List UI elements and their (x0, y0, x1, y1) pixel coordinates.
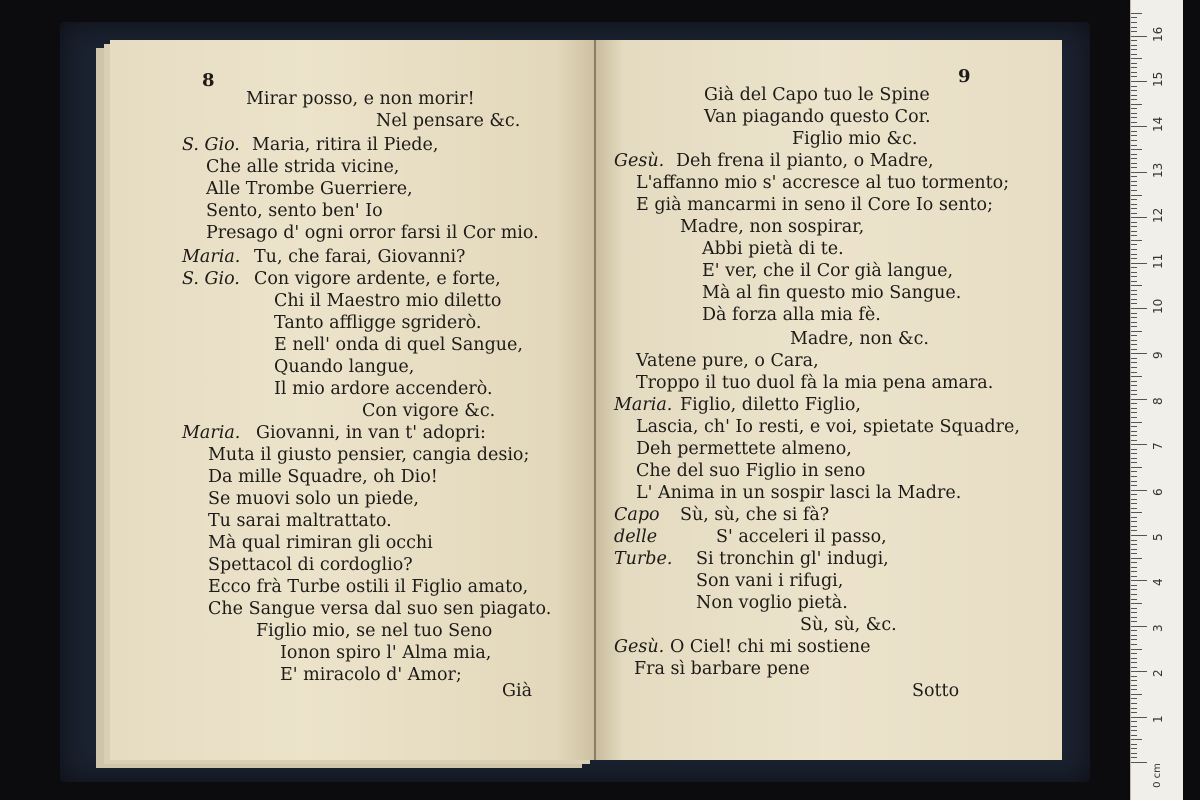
ruler-tick (1131, 512, 1142, 513)
ruler-tick (1131, 303, 1137, 304)
ruler-tick (1131, 689, 1137, 690)
ruler-tick (1131, 349, 1137, 350)
ruler-number: 3 (1151, 624, 1165, 632)
ruler-number: 4 (1151, 578, 1165, 587)
ruler-tick (1131, 485, 1137, 486)
ruler-tick (1131, 549, 1137, 550)
ruler-number: 2 (1151, 669, 1165, 678)
ruler-tick (1131, 358, 1137, 359)
ruler-tick (1131, 494, 1137, 495)
ruler-tick (1131, 285, 1142, 286)
ruler-tick (1131, 72, 1137, 73)
ruler-tick (1131, 36, 1147, 37)
text-line: Che alle strida vicine, (206, 157, 400, 177)
text-line: S. Gio. Con vigore ardente, e forte, (182, 269, 501, 289)
text-line: E nell' onda di quel Sangue, (274, 335, 523, 355)
speaker-label: Gesù. (614, 151, 665, 171)
ruler-tick (1131, 22, 1137, 23)
ruler-tick (1131, 585, 1137, 586)
ruler-tick (1131, 744, 1137, 745)
ruler-tick (1131, 453, 1137, 454)
ruler-tick (1131, 608, 1137, 609)
ruler-tick (1131, 217, 1147, 218)
text-line: Che Sangue versa dal suo sen piagato. (208, 599, 552, 619)
ruler-tick (1131, 426, 1137, 427)
ruler-tick (1131, 712, 1137, 713)
ruler-number: 11 (1151, 253, 1165, 269)
ruler-tick (1131, 394, 1137, 395)
ruler-tick (1131, 131, 1137, 132)
ruler-tick (1131, 376, 1142, 377)
text-line: Spettacol di cordoglio? (208, 555, 413, 575)
ruler-tick (1131, 49, 1137, 50)
ruler-tick (1131, 603, 1142, 604)
ruler-tick (1131, 135, 1137, 136)
text-line: Ionon spiro l' Alma mia, (280, 643, 492, 663)
ruler-tick (1131, 190, 1137, 191)
ruler-tick (1131, 344, 1137, 345)
ruler-tick (1131, 299, 1137, 300)
ruler-tick (1131, 703, 1137, 704)
ruler-tick (1131, 267, 1137, 268)
text-line: Abbi pietà di te. (702, 239, 844, 259)
ruler-tick (1131, 680, 1137, 681)
ruler-tick (1131, 40, 1137, 41)
ruler-tick (1131, 698, 1137, 699)
ruler-tick (1131, 113, 1137, 114)
text-line: Fra sì barbare pene (634, 659, 810, 679)
text-line: Ecco frà Turbe ostili il Figlio amato, (208, 577, 529, 597)
ruler-number: 10 (1151, 298, 1165, 314)
text-line: Già del Capo tuo le Spine (704, 85, 930, 105)
ruler-tick (1131, 86, 1137, 87)
ruler-tick (1131, 676, 1137, 677)
ruler-tick (1131, 167, 1137, 168)
speaker-label: Capo (614, 505, 660, 525)
ruler-number: 6 (1151, 487, 1165, 496)
ruler-tick (1131, 372, 1137, 373)
text-line: Lascia, ch' Io resti, e voi, spietate Squadre, (636, 417, 1020, 437)
ruler-tick (1131, 412, 1137, 413)
ruler-tick (1131, 422, 1142, 423)
text-line: Sù, sù, &c. (800, 615, 897, 635)
left-page (110, 40, 596, 760)
ruler-tick (1131, 331, 1142, 332)
ruler-tick (1131, 381, 1137, 382)
ruler-tick (1131, 471, 1137, 472)
ruler-tick (1131, 503, 1137, 504)
ruler-tick (1131, 117, 1137, 118)
ruler-tick (1131, 158, 1137, 159)
text-line: Capo Sù, sù, che si fà? (614, 505, 830, 525)
ruler-tick (1131, 290, 1137, 291)
ruler-tick (1131, 571, 1137, 572)
text-line: E' ver, che il Cor già langue, (702, 261, 954, 281)
ruler-number: 13 (1151, 162, 1165, 178)
ruler-tick (1131, 635, 1137, 636)
ruler-tick (1131, 580, 1147, 581)
ruler-tick (1131, 630, 1137, 631)
ruler-number: 7 (1151, 442, 1165, 451)
text-line: Maria. Figlio, diletto Figlio, (614, 395, 861, 415)
text-line: Deh permettete almeno, (636, 439, 852, 459)
ruler-number: 1 (1151, 714, 1165, 723)
ruler-tick (1131, 335, 1137, 336)
speaker-label: Maria. (182, 423, 241, 443)
ruler-tick (1131, 594, 1137, 595)
text-line: L'affanno mio s' accresce al tuo tormento; (636, 173, 1010, 193)
speaker-label: Turbe. (614, 549, 673, 569)
ruler-tick (1131, 145, 1137, 146)
ruler-tick (1131, 717, 1147, 718)
ruler-tick (1131, 667, 1137, 668)
text-line: Tu sarai maltrattato. (208, 511, 392, 531)
ruler-tick (1131, 521, 1137, 522)
ruler-tick (1131, 122, 1137, 123)
ruler-tick (1131, 399, 1147, 400)
ruler-number: 16 (1151, 26, 1165, 42)
text-line: Figlio mio, se nel tuo Seno (256, 621, 493, 641)
speaker-label: Maria. (614, 395, 673, 415)
ruler-tick (1131, 694, 1142, 695)
ruler-tick (1131, 408, 1137, 409)
ruler-tick (1131, 735, 1137, 736)
ruler-number: 12 (1151, 207, 1165, 224)
ruler-tick (1131, 671, 1147, 672)
ruler-tick (1131, 530, 1137, 531)
ruler-tick (1131, 499, 1137, 500)
ruler-tick (1131, 31, 1137, 32)
ruler-tick (1131, 435, 1137, 436)
ruler-tick (1131, 235, 1137, 236)
ruler-tick (1131, 222, 1137, 223)
ruler-tick (1131, 181, 1137, 182)
ruler-tick (1131, 490, 1147, 491)
ruler-tick (1131, 176, 1137, 177)
text-line: L' Anima in un sospir lasci la Madre. (636, 483, 962, 503)
ruler-tick (1131, 644, 1137, 645)
ruler-tick (1131, 739, 1142, 740)
text-line: Quando langue, (274, 357, 415, 377)
ruler-number: 5 (1151, 533, 1165, 541)
ruler-tick (1131, 367, 1137, 368)
ruler-tick (1131, 658, 1137, 659)
ruler-tick (1131, 662, 1137, 663)
ruler-tick (1131, 748, 1137, 749)
ruler-tick (1131, 149, 1142, 150)
speaker-label: Gesù. (614, 637, 665, 657)
text-line: Alle Trombe Guerriere, (206, 179, 413, 199)
text-line: E' miracolo d' Amor; (280, 665, 462, 685)
text-line: Se muovi solo un piede, (208, 489, 419, 509)
ruler-number: 14 (1151, 117, 1165, 133)
catchword: Sotto (912, 681, 960, 701)
text-line: Sento, sento ben' Io (206, 201, 383, 221)
ruler-tick (1131, 385, 1137, 386)
ruler-tick (1131, 612, 1137, 613)
ruler-tick (1131, 199, 1137, 200)
text-line: S. Gio. Maria, ritira il Piede, (182, 135, 439, 155)
text-line: Maria. Tu, che farai, Giovanni? (182, 247, 466, 267)
text-line: Con vigore &c. (362, 401, 496, 421)
ruler-tick (1131, 753, 1137, 754)
ruler-tick (1131, 204, 1137, 205)
text-line: Muta il giusto pensier, cangia desio; (208, 445, 530, 465)
ruler-tick (1131, 649, 1142, 650)
ruler-tick (1131, 562, 1137, 563)
ruler-tick (1131, 67, 1137, 68)
catchword: Già (502, 681, 533, 701)
text-line: Da mille Squadre, oh Dio! (208, 467, 438, 487)
ruler-tick (1131, 390, 1137, 391)
ruler-tick (1131, 621, 1137, 622)
ruler-tick (1131, 726, 1137, 727)
ruler-unit-label: 0 cm (1151, 763, 1163, 788)
ruler-tick (1131, 721, 1137, 722)
text-line: Nel pensare &c. (376, 111, 521, 131)
ruler-tick (1131, 276, 1137, 277)
ruler-tick (1131, 553, 1137, 554)
ruler-tick (1131, 95, 1137, 96)
ruler-tick (1131, 462, 1137, 463)
ruler-tick (1131, 231, 1137, 232)
page-number: 9 (958, 66, 971, 87)
ruler-tick (1131, 444, 1147, 445)
text-line: Figlio mio &c. (792, 129, 918, 149)
ruler-tick (1131, 639, 1137, 640)
ruler-tick (1131, 108, 1137, 109)
ruler-tick (1131, 81, 1147, 82)
ruler-tick (1131, 762, 1147, 763)
ruler-tick (1131, 326, 1137, 327)
text-line: Il mio ardore accenderò. (274, 379, 493, 399)
ruler-tick (1131, 154, 1137, 155)
ruler-tick (1131, 599, 1137, 600)
ruler-tick (1131, 617, 1137, 618)
ruler-tick (1131, 417, 1137, 418)
ruler-tick (1131, 340, 1137, 341)
ruler-tick (1131, 185, 1137, 186)
text-line: Van piagando questo Cor. (704, 107, 931, 127)
ruler-tick (1131, 757, 1137, 758)
text-line: Presago d' ogni orror farsi il Cor mio. (206, 223, 539, 243)
ruler-tick (1131, 244, 1137, 245)
ruler-tick (1131, 90, 1137, 91)
ruler-tick (1131, 708, 1137, 709)
text-line: Madre, non sospirar, (680, 217, 865, 237)
speaker-label: delle (614, 527, 658, 547)
ruler-tick (1131, 476, 1137, 477)
speaker-label: S. Gio. (182, 269, 240, 289)
ruler-tick (1131, 54, 1137, 55)
text-line: E già mancarmi in seno il Core Io sento; (636, 195, 993, 215)
ruler-tick (1131, 481, 1137, 482)
text-line: Mà al fin questo mio Sangue. (702, 283, 962, 303)
text-line: Turbe. Si tronchin gl' indugi, (614, 549, 889, 569)
ruler-tick (1131, 294, 1137, 295)
ruler-tick (1131, 163, 1137, 164)
ruler-tick (1131, 685, 1137, 686)
ruler-tick (1131, 208, 1137, 209)
ruler-tick (1131, 626, 1147, 627)
ruler-tick (1131, 195, 1142, 196)
text-line: Madre, non &c. (790, 329, 929, 349)
ruler-tick (1131, 281, 1137, 282)
text-line: Maria. Giovanni, in van t' adopri: (182, 423, 486, 443)
ruler-tick (1131, 249, 1137, 250)
text-line: Chi il Maestro mio diletto (274, 291, 502, 311)
ruler-tick (1131, 45, 1137, 46)
ruler-tick (1131, 322, 1137, 323)
ruler-tick (1131, 140, 1137, 141)
ruler-tick (1131, 558, 1142, 559)
ruler-number: 15 (1151, 71, 1165, 87)
ruler-tick (1131, 226, 1137, 227)
ruler-tick (1131, 653, 1137, 654)
ruler-tick (1131, 313, 1137, 314)
ruler-number: 9 (1151, 351, 1165, 360)
ruler-tick (1131, 526, 1137, 527)
right-page (596, 40, 1062, 760)
ruler-tick (1131, 403, 1137, 404)
ruler-tick (1131, 126, 1147, 127)
text-line: Dà forza alla mia fè. (702, 305, 881, 325)
ruler-tick (1131, 240, 1142, 241)
ruler-tick (1131, 458, 1137, 459)
ruler-tick (1131, 576, 1137, 577)
ruler-tick (1131, 99, 1137, 100)
ruler-tick (1131, 213, 1137, 214)
ruler-tick (1131, 449, 1137, 450)
ruler-tick (1131, 272, 1137, 273)
ruler-tick (1131, 263, 1147, 264)
text-line: Gesù. Deh frena il pianto, o Madre, (614, 151, 934, 171)
text-line: Non voglio pietà. (696, 593, 848, 613)
text-line: Tanto affligge sgriderò. (274, 313, 482, 333)
ruler-tick (1131, 467, 1142, 468)
ruler-tick (1131, 258, 1137, 259)
ruler-tick (1131, 63, 1137, 64)
speaker-label: S. Gio. (182, 135, 240, 155)
ruler-tick (1131, 567, 1137, 568)
text-line: Gesù. O Ciel! chi mi sostiene (614, 637, 871, 657)
ruler-tick (1131, 535, 1147, 536)
text-line: Che del suo Figlio in seno (636, 461, 866, 481)
ruler-tick (1131, 353, 1147, 354)
ruler-tick (1131, 362, 1137, 363)
speaker-label: Maria. (182, 247, 241, 267)
ruler-tick (1131, 17, 1137, 18)
text-line: Troppo il tuo duol fà la mia pena amara. (636, 373, 994, 393)
ruler-tick (1131, 308, 1147, 309)
text-line: Son vani i rifugi, (696, 571, 844, 591)
ruler-tick (1131, 104, 1142, 105)
ruler-tick (1131, 589, 1137, 590)
ruler-tick (1131, 544, 1137, 545)
ruler-tick (1131, 172, 1147, 173)
ruler-tick (1131, 508, 1137, 509)
ruler-tick (1131, 58, 1142, 59)
text-line: Mirar posso, e non morir! (246, 89, 475, 109)
ruler-number: 8 (1151, 397, 1165, 405)
ruler-tick (1131, 254, 1137, 255)
text-line: delle S' acceleri il passo, (614, 527, 887, 547)
ruler-tick (1131, 540, 1137, 541)
text-line: Vatene pure, o Cara, (636, 351, 819, 371)
ruler-tick (1131, 517, 1137, 518)
text-line: Mà qual rimiran gli occhi (208, 533, 433, 553)
ruler-tick (1131, 76, 1137, 77)
ruler-tick (1131, 317, 1137, 318)
ruler-tick (1131, 13, 1142, 14)
ruler-tick (1131, 27, 1137, 28)
ruler-tick (1131, 440, 1137, 441)
ruler-tick (1131, 730, 1137, 731)
ruler-tick (1131, 431, 1137, 432)
page-number: 8 (202, 70, 215, 91)
measuring-ruler (1130, 0, 1183, 800)
